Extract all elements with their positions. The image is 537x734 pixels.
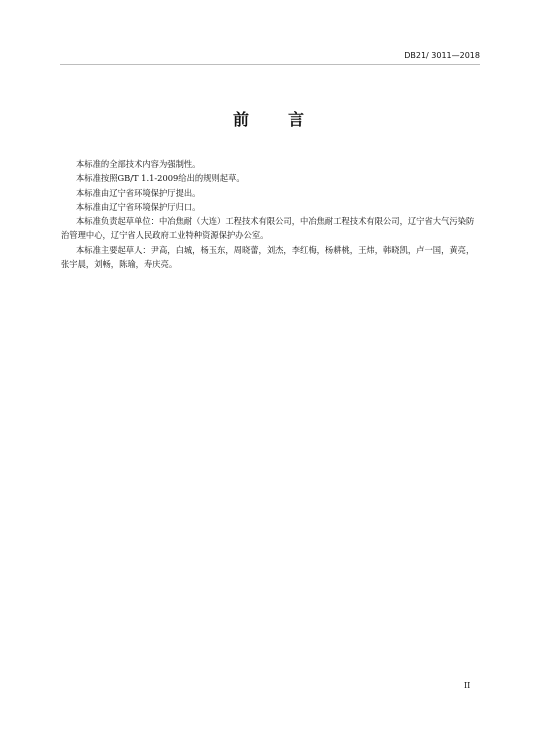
paragraph-drafting-units: 本标准负责起草单位：中冶焦耐（大连）工程技术有限公司，中冶焦耐工程技术有限公司，辽宁省大气污染防治管理中心，辽宁省人民政府工业特种资源保护办公室。 [61, 216, 475, 241]
page-title [0, 107, 537, 130]
paragraph-drafting-rules: 本标准按照GB/T 1.1-2009给出的规则起草。 [76, 173, 245, 184]
header-rule [60, 64, 480, 65]
foreword-content [61, 157, 480, 271]
page-number: II [464, 681, 471, 690]
paragraph-drafters: 本标准主要起草人：尹高，白城，杨玉东，周晓蕾，刘杰，李红梅，杨耕桃，王炜，韩晓凯，卢一国，黄亮，张宇晨，刘畅，陈瑜，寿庆亮。 [61, 244, 475, 270]
title-char-2: 言 [288, 110, 305, 129]
paragraph-under-jurisdiction: 本标准由辽宁省环境保护厅归口。 [76, 201, 201, 212]
document-code: DB21/ 3011—2018 [404, 51, 480, 60]
paragraph-mandatory: 本标准的全部技术内容为强制性。 [76, 159, 201, 169]
paragraph-proposed-by: 本标准由辽宁省环境保护厅提出。 [76, 187, 201, 198]
title-char-1: 前 [232, 110, 249, 129]
